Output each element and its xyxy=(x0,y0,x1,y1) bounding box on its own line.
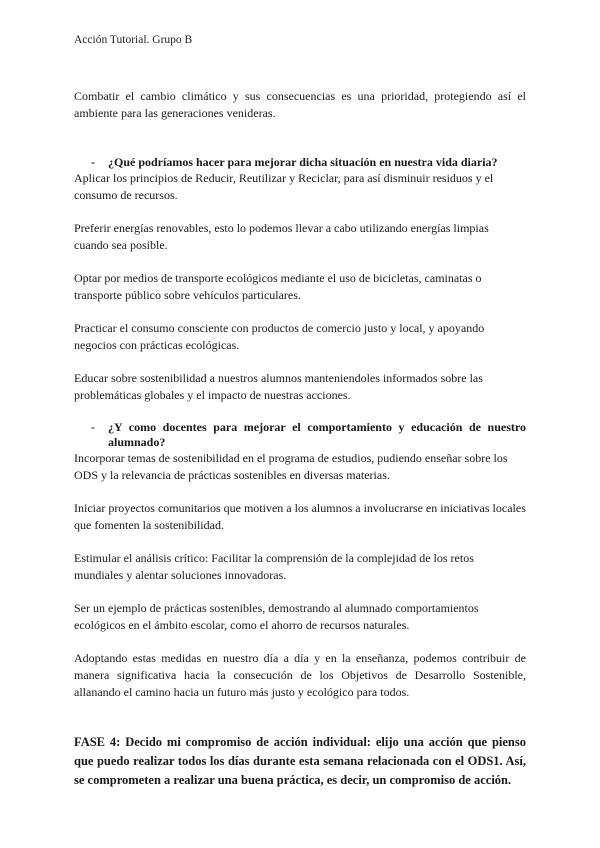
bullet-dash: - xyxy=(91,420,95,434)
question-1 xyxy=(74,155,526,170)
conclusion-paragraph: Adoptando estas medidas en nuestro día a día y en la enseñanza, podemos contribuir de manera significativa hacia la consecución de los Objetivos de Desarrollo Sostenible, allanando el camino hacia un futuro más justo y ecológico para todos. xyxy=(74,651,526,699)
document-body xyxy=(74,88,526,790)
intro-paragraph: Combatir el cambio climático y sus consecuencias es una prioridad, protegiendo así el ambiente para las generaciones venideras. xyxy=(74,89,526,120)
question-2-text: ¿Y como docentes para mejorar el comportamiento y educación de nuestro alumnado? xyxy=(108,420,526,449)
answer-paragraph: Estimular el análisis crítico: Facilitar la comprensión de la complejidad de los retos mundiales y alentar soluciones innovadoras. xyxy=(74,551,474,582)
bullet-dash: - xyxy=(91,155,95,169)
answer-paragraph: Preferir energías renovables, esto lo podemos llevar a cabo utilizando energías limpias cuando sea posible. xyxy=(74,221,489,252)
fase-4-heading: FASE 4: Decido mi compromiso de acción individual: elijo una acción que pienso que puedo realizar todos los días durante esta semana relacionada con el ODS1. Así, se comprometen a realizar una buena práctica, es decir, un compromiso de acción. xyxy=(74,735,526,787)
answer-paragraph: Ser un ejemplo de prácticas sostenibles, demostrando al alumnado comportamientos ecológicos en el ámbito escolar, como el ahorro de recursos naturales. xyxy=(74,601,479,632)
answer-paragraph: Iniciar proyectos comunitarios que motiven a los alumnos a involucrarse en iniciativas locales que fomenten la sostenibilidad. xyxy=(74,501,526,532)
question-1-text: ¿Qué podríamos hacer para mejorar dicha situación en nuestra vida diaria? xyxy=(108,155,498,169)
answer-paragraph: Aplicar los principios de Reducir, Reutilizar y Reciclar, para así disminuir residuos y el consumo de recursos. xyxy=(74,171,494,202)
answer-paragraph: Optar por medios de transporte ecológicos mediante el uso de bicicletas, caminatas o transporte público sobre vehículos particulares. xyxy=(74,271,482,302)
answer-paragraph: Educar sobre sostenibilidad a nuestros alumnos manteniendoles informados sobre las problemáticas globales y el impacto de nuestras acciones. xyxy=(74,371,483,402)
question-2 xyxy=(74,420,526,450)
answer-paragraph: Incorporar temas de sostenibilidad en el programa de estudios, pudiendo enseñar sobre los ODS y la relevancia de prácticas sostenibles en diversas materias. xyxy=(74,451,508,482)
page-header: Acción Tutorial. Grupo B xyxy=(74,34,193,46)
answer-paragraph: Practicar el consumo consciente con productos de comercio justo y local, y apoyando negocios con prácticas ecológicas. xyxy=(74,321,485,352)
